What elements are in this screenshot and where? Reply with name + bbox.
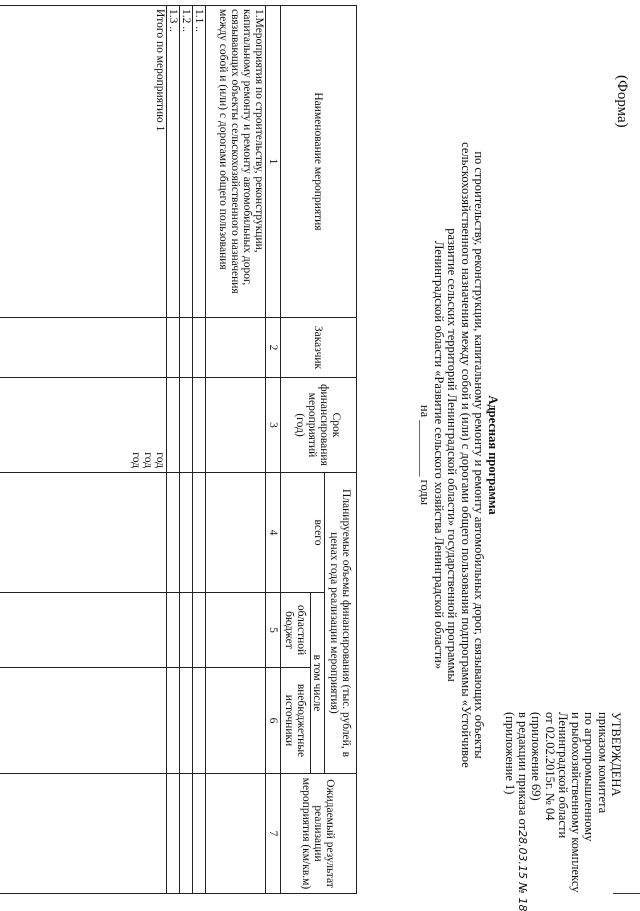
table-row <box>180 6 193 894</box>
cell <box>180 318 193 378</box>
table-row <box>193 6 206 894</box>
approval-stamp <box>502 712 623 911</box>
title-line: на _________ годы <box>418 404 433 506</box>
approval-line: УТВЕРЖДЕНА <box>609 712 623 797</box>
approval-line: Ленинградской области <box>555 712 570 839</box>
row-name: 1.1 .. <box>193 6 206 318</box>
cell <box>206 473 266 593</box>
title-line: развитие сельских территорий Ленинградской области» государственной программы <box>445 228 460 682</box>
document-title <box>417 60 499 850</box>
column-number: 3 <box>266 378 281 473</box>
table-row <box>167 6 180 894</box>
cell <box>167 318 180 378</box>
cell <box>193 668 206 774</box>
column-number: 6 <box>266 668 281 774</box>
year-label: год <box>154 452 166 468</box>
cell <box>180 774 193 894</box>
header-total: всего <box>281 473 325 593</box>
cell <box>167 593 180 668</box>
program-table <box>0 5 357 894</box>
cell <box>0 774 167 894</box>
cell <box>0 668 167 774</box>
header-term: Срок финансирования мероприятий (год) <box>281 378 357 473</box>
cell <box>0 473 167 593</box>
cell <box>180 593 193 668</box>
header-planned: Планируемые объемы финансирования (тыс. рублей, в ценах года реализации мероприятия) <box>325 473 357 774</box>
years-cell <box>0 378 167 473</box>
row-name: 1.3 .. <box>167 6 180 318</box>
approval-line: приказом комитета <box>595 712 610 814</box>
cell <box>0 593 167 668</box>
year-label: год <box>142 452 154 468</box>
appendix-label: (приложение 1) <box>502 712 517 795</box>
cell <box>206 668 266 774</box>
cell <box>180 378 193 473</box>
cell <box>206 774 266 894</box>
cell <box>193 318 206 378</box>
cell <box>180 668 193 774</box>
cell <box>193 473 206 593</box>
cell <box>193 378 206 473</box>
column-number: 5 <box>266 593 281 668</box>
table-row <box>206 6 266 894</box>
amended-prefix: в редакции приказа от <box>515 712 530 831</box>
handwritten-date: 28.03.15 № 18 <box>515 830 529 911</box>
column-number: 1 <box>266 6 281 318</box>
approval-line: (приложение 69) <box>529 712 544 801</box>
cell <box>167 774 180 894</box>
form-label: (Форма) <box>614 75 630 128</box>
approval-line: по агропромышленному <box>582 712 597 842</box>
column-number: 7 <box>266 774 281 894</box>
cell <box>193 774 206 894</box>
cell <box>0 318 167 378</box>
cell <box>206 593 266 668</box>
total-row <box>0 6 167 894</box>
cell <box>167 668 180 774</box>
header-extrabudget: внебюджетные источники <box>281 668 311 774</box>
approval-line: и рыбохозяйственному комплексу <box>569 712 584 893</box>
header-including: в том числе <box>311 593 325 774</box>
year-label: год <box>130 452 142 468</box>
row-name: 1.2 .. <box>180 6 193 318</box>
cell <box>206 318 266 378</box>
cell <box>167 378 180 473</box>
header-regional: областной бюджет <box>281 593 311 668</box>
total-label: Итого по мероприятию 1 <box>0 6 167 318</box>
title-line: сельскохозяйственного назначения между собой и (или) с дорогами общего пользования подпрограммы «Устойчивое <box>458 142 473 768</box>
title-heading: Адресная программа <box>486 395 500 515</box>
row-name: 1.Мероприятия по строительству, реконструкции, капитальному ремонту и ремонту автомобильных дорог, связывающих объекты сельскохозяйственного назначения между собой и (или) с дорогами общего пользования <box>206 6 266 318</box>
column-number: 2 <box>266 318 281 378</box>
header-customer: Заказчик <box>281 318 357 378</box>
cell <box>167 473 180 593</box>
cell <box>206 378 266 473</box>
title-line: по строительству, реконструкции, капитальному ремонту и ремонту автомобильных дорог, связывающих объекты <box>472 151 487 759</box>
header-name: Наименование мероприятия <box>281 6 357 318</box>
approval-line: от 02.02.2015г. № 04 <box>542 712 557 821</box>
header-result: Ожидаемый результат реализации мероприятия (км/кв.м) <box>281 774 357 894</box>
column-number: 4 <box>266 473 281 593</box>
cell <box>180 473 193 593</box>
title-line: Ленинградской области «Развитие сельского хозяйства Ленинградской области» <box>431 240 446 670</box>
amended-line <box>515 712 530 911</box>
cell <box>193 593 206 668</box>
